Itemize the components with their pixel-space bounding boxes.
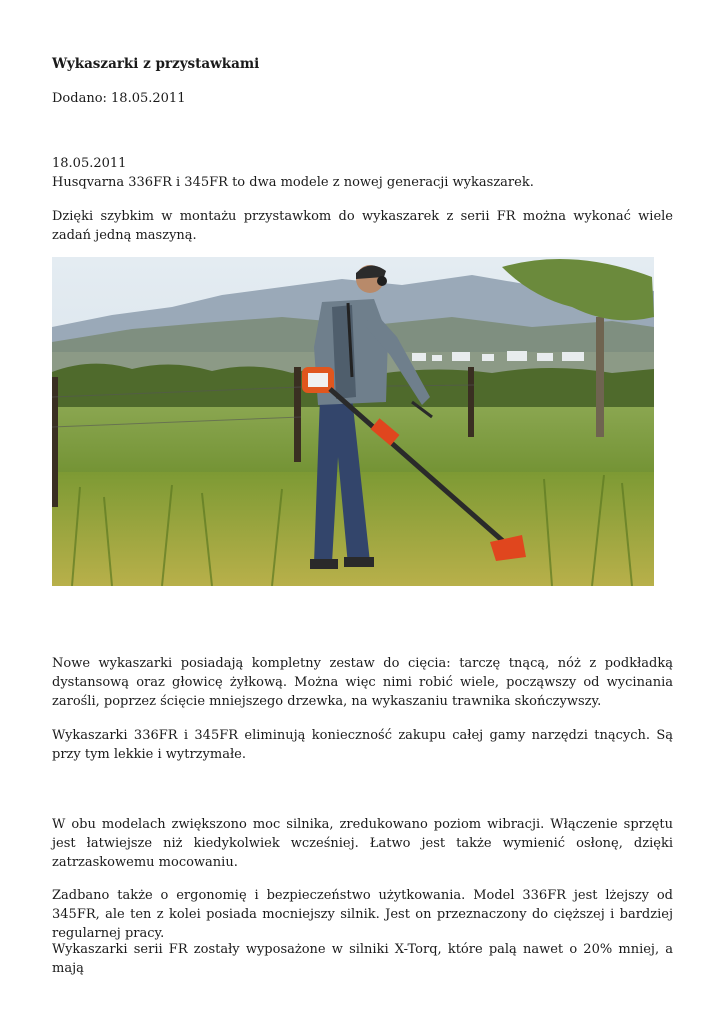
paragraph-engine-power: W obu modelach zwiększono moc silnika, zredukowano poziom wibracji. Włączenie sprzętu jest łatwiejsze niż kiedykolwiek wcześniej. Łatwo jest także wymienić osłonę, dzięki zatrzaskowemu mocowaniu. — [52, 817, 673, 870]
man-trimming-grass-illustration — [52, 257, 654, 586]
paragraph-cutting-set: Nowe wykaszarki posiadają kompletny zestaw do cięcia: tarczę tnącą, nóż z podkładką dystansową oraz głowicę żyłkową. Można więc nimi robić wiele, począwszy od wycinania zarośli, poprzez ścięcie mniejszego drzewka, na wykaszaniu trawnika skończywszy. — [52, 656, 673, 709]
intro-line: Husqvarna 336FR i 345FR to dwa modele z nowej generacji wykaszarek. — [52, 175, 534, 190]
added-date: Dodano: 18.05.2011 — [52, 91, 186, 106]
intro-paragraph: Dzięki szybkim w montażu przystawkom do wykaszarek z serii FR można wykonać wiele zadań jedną maszyną. — [52, 209, 673, 243]
article-title: Wykaszarki z przystawkami — [52, 56, 260, 72]
paragraph-tools: Wykaszarki 336FR i 345FR eliminują konieczność zakupu całej gamy narzędzi tnących. Są przy tym lekkie i wytrzymałe. — [52, 728, 673, 762]
article-photo — [52, 257, 654, 586]
article-date: 18.05.2011 — [52, 156, 127, 171]
paragraph-xtorq: Wykaszarki serii FR zostały wyposażone w silniki X-Torq, które palą nawet o 20% mniej, a mają — [52, 942, 673, 976]
paragraph-ergonomics: Zadbano także o ergonomię i bezpieczeństwo użytkowania. Model 336FR jest lżejszy od 345FR, ale ten z kolei posiada mocniejszy silnik. Jest on przeznaczony do cięższej i bardziej regularnej pracy. — [52, 888, 673, 941]
